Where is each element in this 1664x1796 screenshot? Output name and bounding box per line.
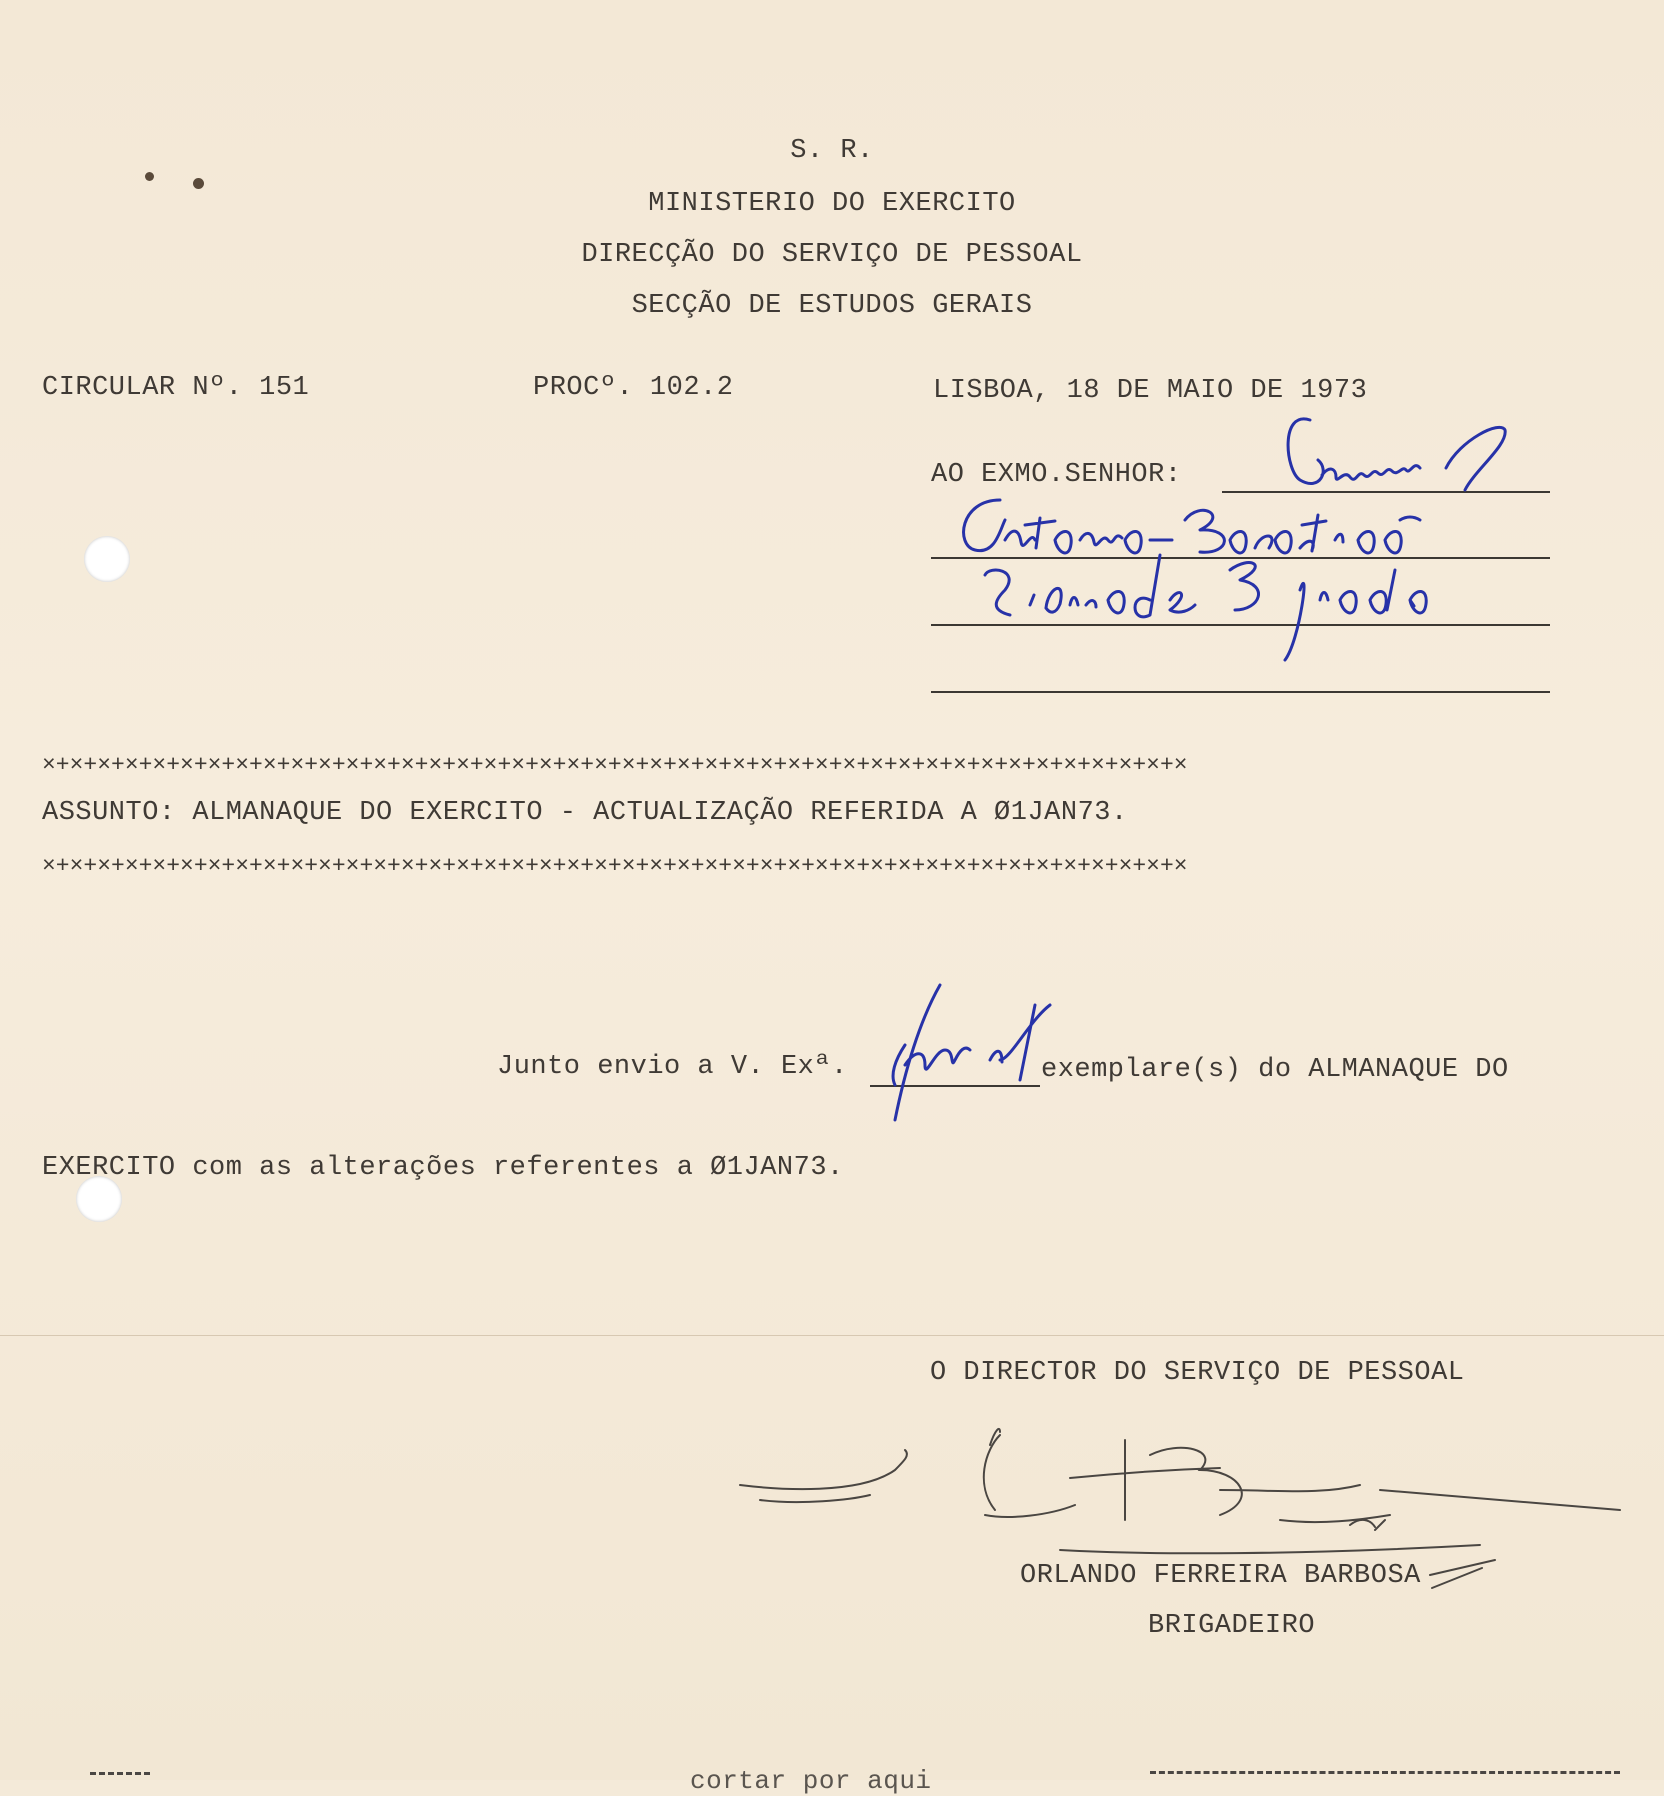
circular-number: CIRCULAR Nº. 151	[42, 373, 310, 403]
cut-dashes	[1150, 1771, 1620, 1774]
subject-separator-bottom: ×+×+×+×+×+×+×+×+×+×+×+×+×+×+×+×+×+×+×+×+×+×+×+×+×+×+×+×+×+×+×+×+×+×+×+×+×+×+×+×+×+×	[42, 853, 1188, 879]
addressee-label: AO EXMO.SENHOR:	[931, 460, 1182, 490]
cut-dashes	[90, 1772, 150, 1775]
body-line1-end: exemplare(s) do ALMANAQUE DO	[1041, 1055, 1509, 1085]
signature-title: O DIRECTOR DO SERVIÇO DE PESSOAL	[930, 1358, 1465, 1388]
cut-instruction: cortar por aqui	[690, 1766, 932, 1796]
place-date: LISBOA, 18 DE MAIO DE 1973	[933, 376, 1368, 406]
header-ministry: MINISTERIO DO EXERCITO	[648, 189, 1016, 219]
header-line-sr: S. R.	[790, 136, 874, 166]
subject-separator-top: ×+×+×+×+×+×+×+×+×+×+×+×+×+×+×+×+×+×+×+×+×+×+×+×+×+×+×+×+×+×+×+×+×+×+×+×+×+×+×+×+×+×	[42, 752, 1188, 778]
subject-line: ASSUNTO: ALMANAQUE DO EXERCITO - ACTUALIZAÇÃO REFERIDA A Ø1JAN73.	[42, 798, 1128, 828]
process-number: PROCº. 102.2	[533, 373, 734, 403]
body-line1-start: Junto envio a V. Exª.	[497, 1052, 848, 1082]
header-section: SECÇÃO DE ESTUDOS GERAIS	[631, 291, 1033, 321]
body-line2: EXERCITO com as alterações referentes a Ø1JAN73.	[42, 1153, 844, 1183]
signatory-name: ORLANDO FERREIRA BARBOSA	[1020, 1561, 1421, 1591]
cut-strip	[0, 1764, 1664, 1796]
header-directorate: DIRECÇÃO DO SERVIÇO DE PESSOAL	[581, 240, 1083, 270]
signatory-rank: BRIGADEIRO	[1148, 1611, 1316, 1641]
